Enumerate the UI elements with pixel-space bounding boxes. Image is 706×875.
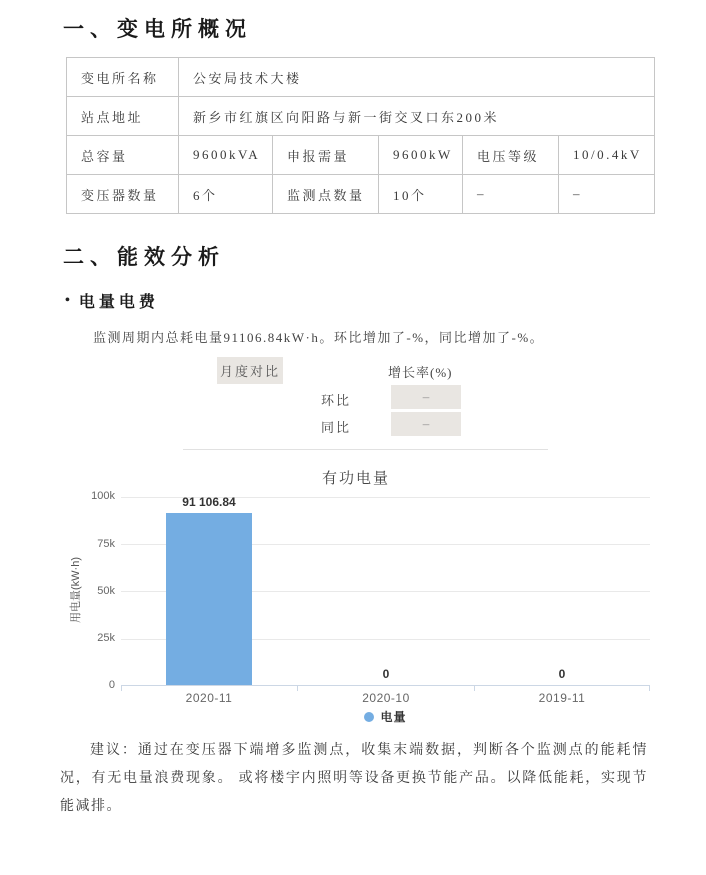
cell-transformer-count-value: 6个 [179, 175, 273, 214]
cell-empty-dash: – [463, 175, 559, 214]
yoy-label: 同比 [321, 420, 352, 435]
x-category-label: 2019-11 [538, 691, 586, 705]
section2-heading: 二、能效分析 [63, 245, 225, 269]
bar-value-label: 91 106.84 [182, 495, 236, 509]
y-tick-25k: 25k [97, 632, 115, 644]
cell-voltage-level-label: 电压等级 [463, 136, 559, 175]
bar-value-label: 0 [558, 667, 566, 681]
y-tick-100k: 100k [91, 490, 115, 502]
cell-total-capacity-value: 9600kVA [179, 136, 273, 175]
cell-declared-demand-value: 9600kW [379, 136, 463, 175]
cell-site-address-label: 站点地址 [67, 97, 179, 136]
bullet-icon: • [65, 292, 70, 308]
bar-2020-11[interactable] [166, 513, 252, 685]
x-category-label: 2020-10 [362, 691, 410, 705]
chart-legend[interactable] [121, 708, 650, 725]
y-tick-0: 0 [108, 679, 115, 691]
cell-monitor-point-count-value: 10个 [379, 175, 463, 214]
table-row [67, 58, 655, 97]
cell-site-address-value: 新乡市红旗区向阳路与新一街交叉口东200米 [179, 97, 655, 136]
cell-substation-name-value: 公安局技术大楼 [179, 58, 655, 97]
cell-voltage-level-value: 10/0.4kV [559, 136, 655, 175]
x-category-label: 2020-11 [185, 691, 233, 705]
table-row [67, 97, 655, 136]
y-tick-75k: 75k [97, 538, 115, 550]
x-axis-tick [297, 686, 298, 691]
bar-value-label: 0 [382, 667, 390, 681]
cell-monitor-point-count-label: 监测点数量 [273, 175, 379, 214]
x-axis-tick [474, 686, 475, 691]
substation-info-table [66, 57, 655, 214]
cell-transformer-count-label: 变压器数量 [67, 175, 179, 214]
cell-substation-name-label: 变电所名称 [67, 58, 179, 97]
table-row [67, 175, 655, 214]
x-axis-tick [121, 686, 122, 691]
y-tick-50k: 50k [97, 585, 115, 597]
mom-value-box: – [391, 385, 461, 409]
monthly-compare-button[interactable]: 月度对比 [217, 357, 283, 384]
divider [183, 449, 548, 450]
legend-dot-icon [364, 712, 374, 722]
chart-title: 有功电量 [321, 470, 390, 487]
consumption-summary-text: 监测周期内总耗电量91106.84kW·h。环比增加了-%，同比增加了-%。 [93, 330, 545, 345]
x-axis-tick [649, 686, 650, 691]
subsection-title: 电量电费 [78, 294, 159, 311]
growth-rate-column-header: 增长率(%) [388, 365, 453, 380]
mom-label: 环比 [321, 393, 352, 408]
table-row [67, 136, 655, 175]
suggestion-text: 建议：通过在变压器下端增多监测点，收集末端数据，判断各个监测点的能耗情况，有无电量浪费现象。 或将楼宇内照明等设备更换节能产品。以降低能耗，实现节能减排。 [60, 743, 648, 814]
active-energy-bar-chart [60, 462, 660, 732]
subsection-heading-row [65, 289, 159, 312]
y-axis-title: 用电量(kW·h) [70, 557, 82, 623]
cell-declared-demand-label: 申报需量 [273, 136, 379, 175]
plot-area [121, 495, 650, 705]
cell-total-capacity-label: 总容量 [67, 136, 179, 175]
legend-series-label: 电量 [380, 710, 407, 724]
section1-heading: 一、变电所概况 [63, 17, 252, 41]
yoy-value-box: – [391, 412, 461, 436]
cell-empty-dash: – [559, 175, 655, 214]
